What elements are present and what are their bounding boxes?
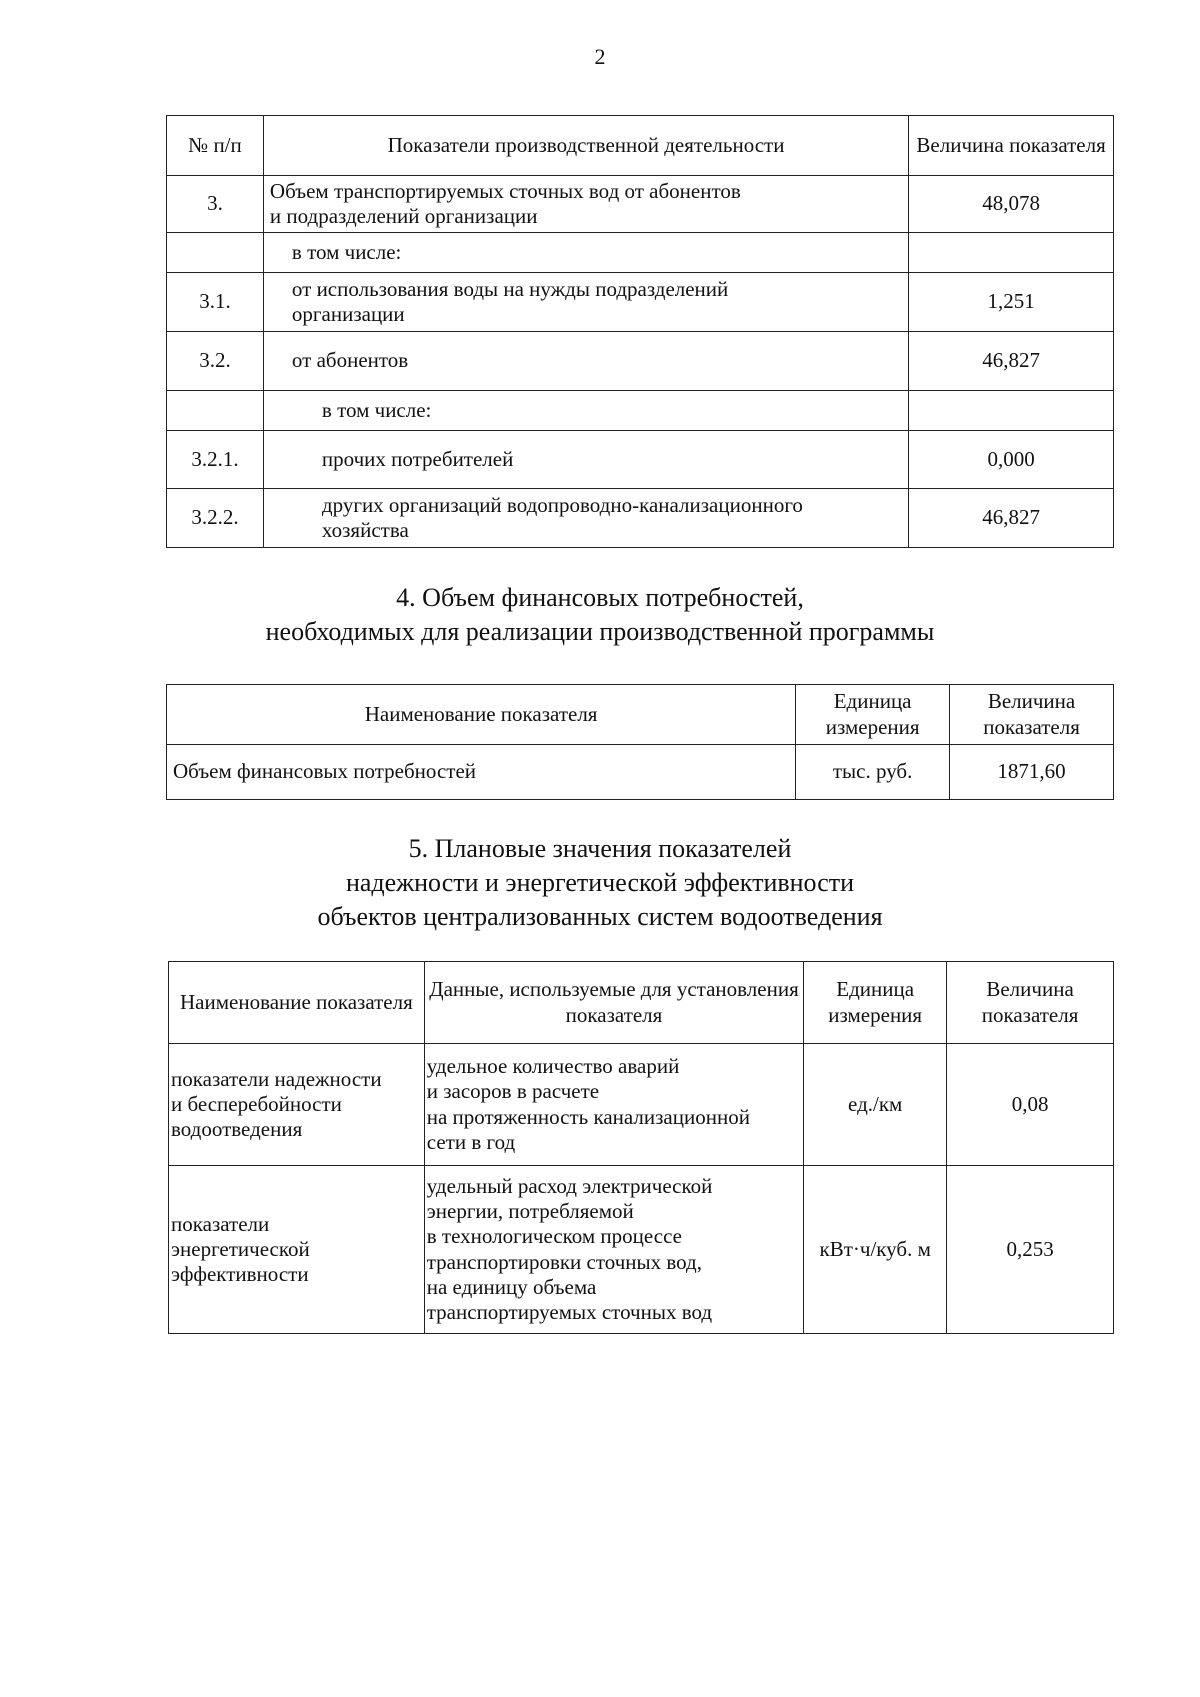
section-5-title: 5. Плановые значения показателей надежности и энергетической эффективности объектов централизованных систем водоотведения: [317, 834, 883, 931]
header-value: Величина показателя: [947, 962, 1114, 1044]
row-value: [909, 391, 1114, 431]
row-name: прочих потребителей: [263, 431, 908, 489]
header-num: № п/п: [167, 116, 264, 176]
table-header-row: [169, 962, 1114, 1044]
row-value: [909, 233, 1114, 273]
row-num: 3.2.: [167, 332, 264, 391]
table-header-row: [167, 116, 1114, 176]
row-num: 3.2.2.: [167, 489, 264, 548]
reliability-indicators-table: [168, 961, 1114, 1334]
row-unit: тыс. руб.: [796, 745, 950, 800]
row-value: 0,08: [947, 1044, 1114, 1166]
row-data: удельное количество аварий и засоров в расчете на протяженность канализационной сети в год: [424, 1044, 804, 1166]
row-value: 0,253: [947, 1166, 1114, 1334]
row-name: от использования воды на нужды подразделений организации: [263, 273, 908, 332]
row-data: удельный расход электрической энергии, потребляемой в технологическом процессе транспортировки сточных вод, на единицу объема транспортируемых сточных вод: [424, 1166, 804, 1334]
table-row: [167, 489, 1114, 548]
row-num: 3.: [167, 176, 264, 233]
table-row: [167, 233, 1114, 273]
table-row: [167, 745, 1114, 800]
table-row: [169, 1166, 1114, 1334]
financial-needs-table: [166, 684, 1114, 800]
table-row: [167, 431, 1114, 489]
row-name: показатели надежности и бесперебойности водоотведения: [169, 1044, 425, 1166]
row-value: 48,078: [909, 176, 1114, 233]
row-value: 0,000: [909, 431, 1114, 489]
table-row: [167, 332, 1114, 391]
header-name: Наименование показателя: [169, 962, 425, 1044]
row-unit: ед./км: [804, 1044, 947, 1166]
row-value: 46,827: [909, 489, 1114, 548]
section-4-title: 4. Объем финансовых потребностей, необходимых для реализации производственной программы: [265, 583, 935, 646]
table-row: [167, 391, 1114, 431]
row-name: других организаций водопроводно-канализационного хозяйства: [263, 489, 908, 548]
row-unit: кВт·ч/куб. м: [804, 1166, 947, 1334]
header-value: Величина показателя: [909, 116, 1114, 176]
header-name: Наименование показателя: [167, 685, 796, 745]
header-value: Величина показателя: [950, 685, 1114, 745]
row-num: 3.1.: [167, 273, 264, 332]
row-name: от абонентов: [263, 332, 908, 391]
row-num: 3.2.1.: [167, 431, 264, 489]
row-name: Объем транспортируемых сточных вод от абонентов и подразделений организации: [263, 176, 908, 233]
row-value: 1,251: [909, 273, 1114, 332]
header-data: Данные, используемые для установления показателя: [424, 962, 804, 1044]
header-unit: Единица измерения: [804, 962, 947, 1044]
row-name: показатели энергетической эффективности: [169, 1166, 425, 1334]
row-num: [167, 391, 264, 431]
table-row: [169, 1044, 1114, 1166]
row-name: в том числе:: [263, 233, 908, 273]
header-unit: Единица измерения: [796, 685, 950, 745]
row-value: 1871,60: [950, 745, 1114, 800]
header-indicator: Показатели производственной деятельности: [263, 116, 908, 176]
row-num: [167, 233, 264, 273]
row-value: 46,827: [909, 332, 1114, 391]
row-name: в том числе:: [263, 391, 908, 431]
table-row: [167, 176, 1114, 233]
row-name: Объем финансовых потребностей: [167, 745, 796, 800]
table-row: [167, 273, 1114, 332]
table-header-row: [167, 685, 1114, 745]
page-number: 2: [594, 44, 606, 69]
production-indicators-table: [166, 115, 1114, 548]
